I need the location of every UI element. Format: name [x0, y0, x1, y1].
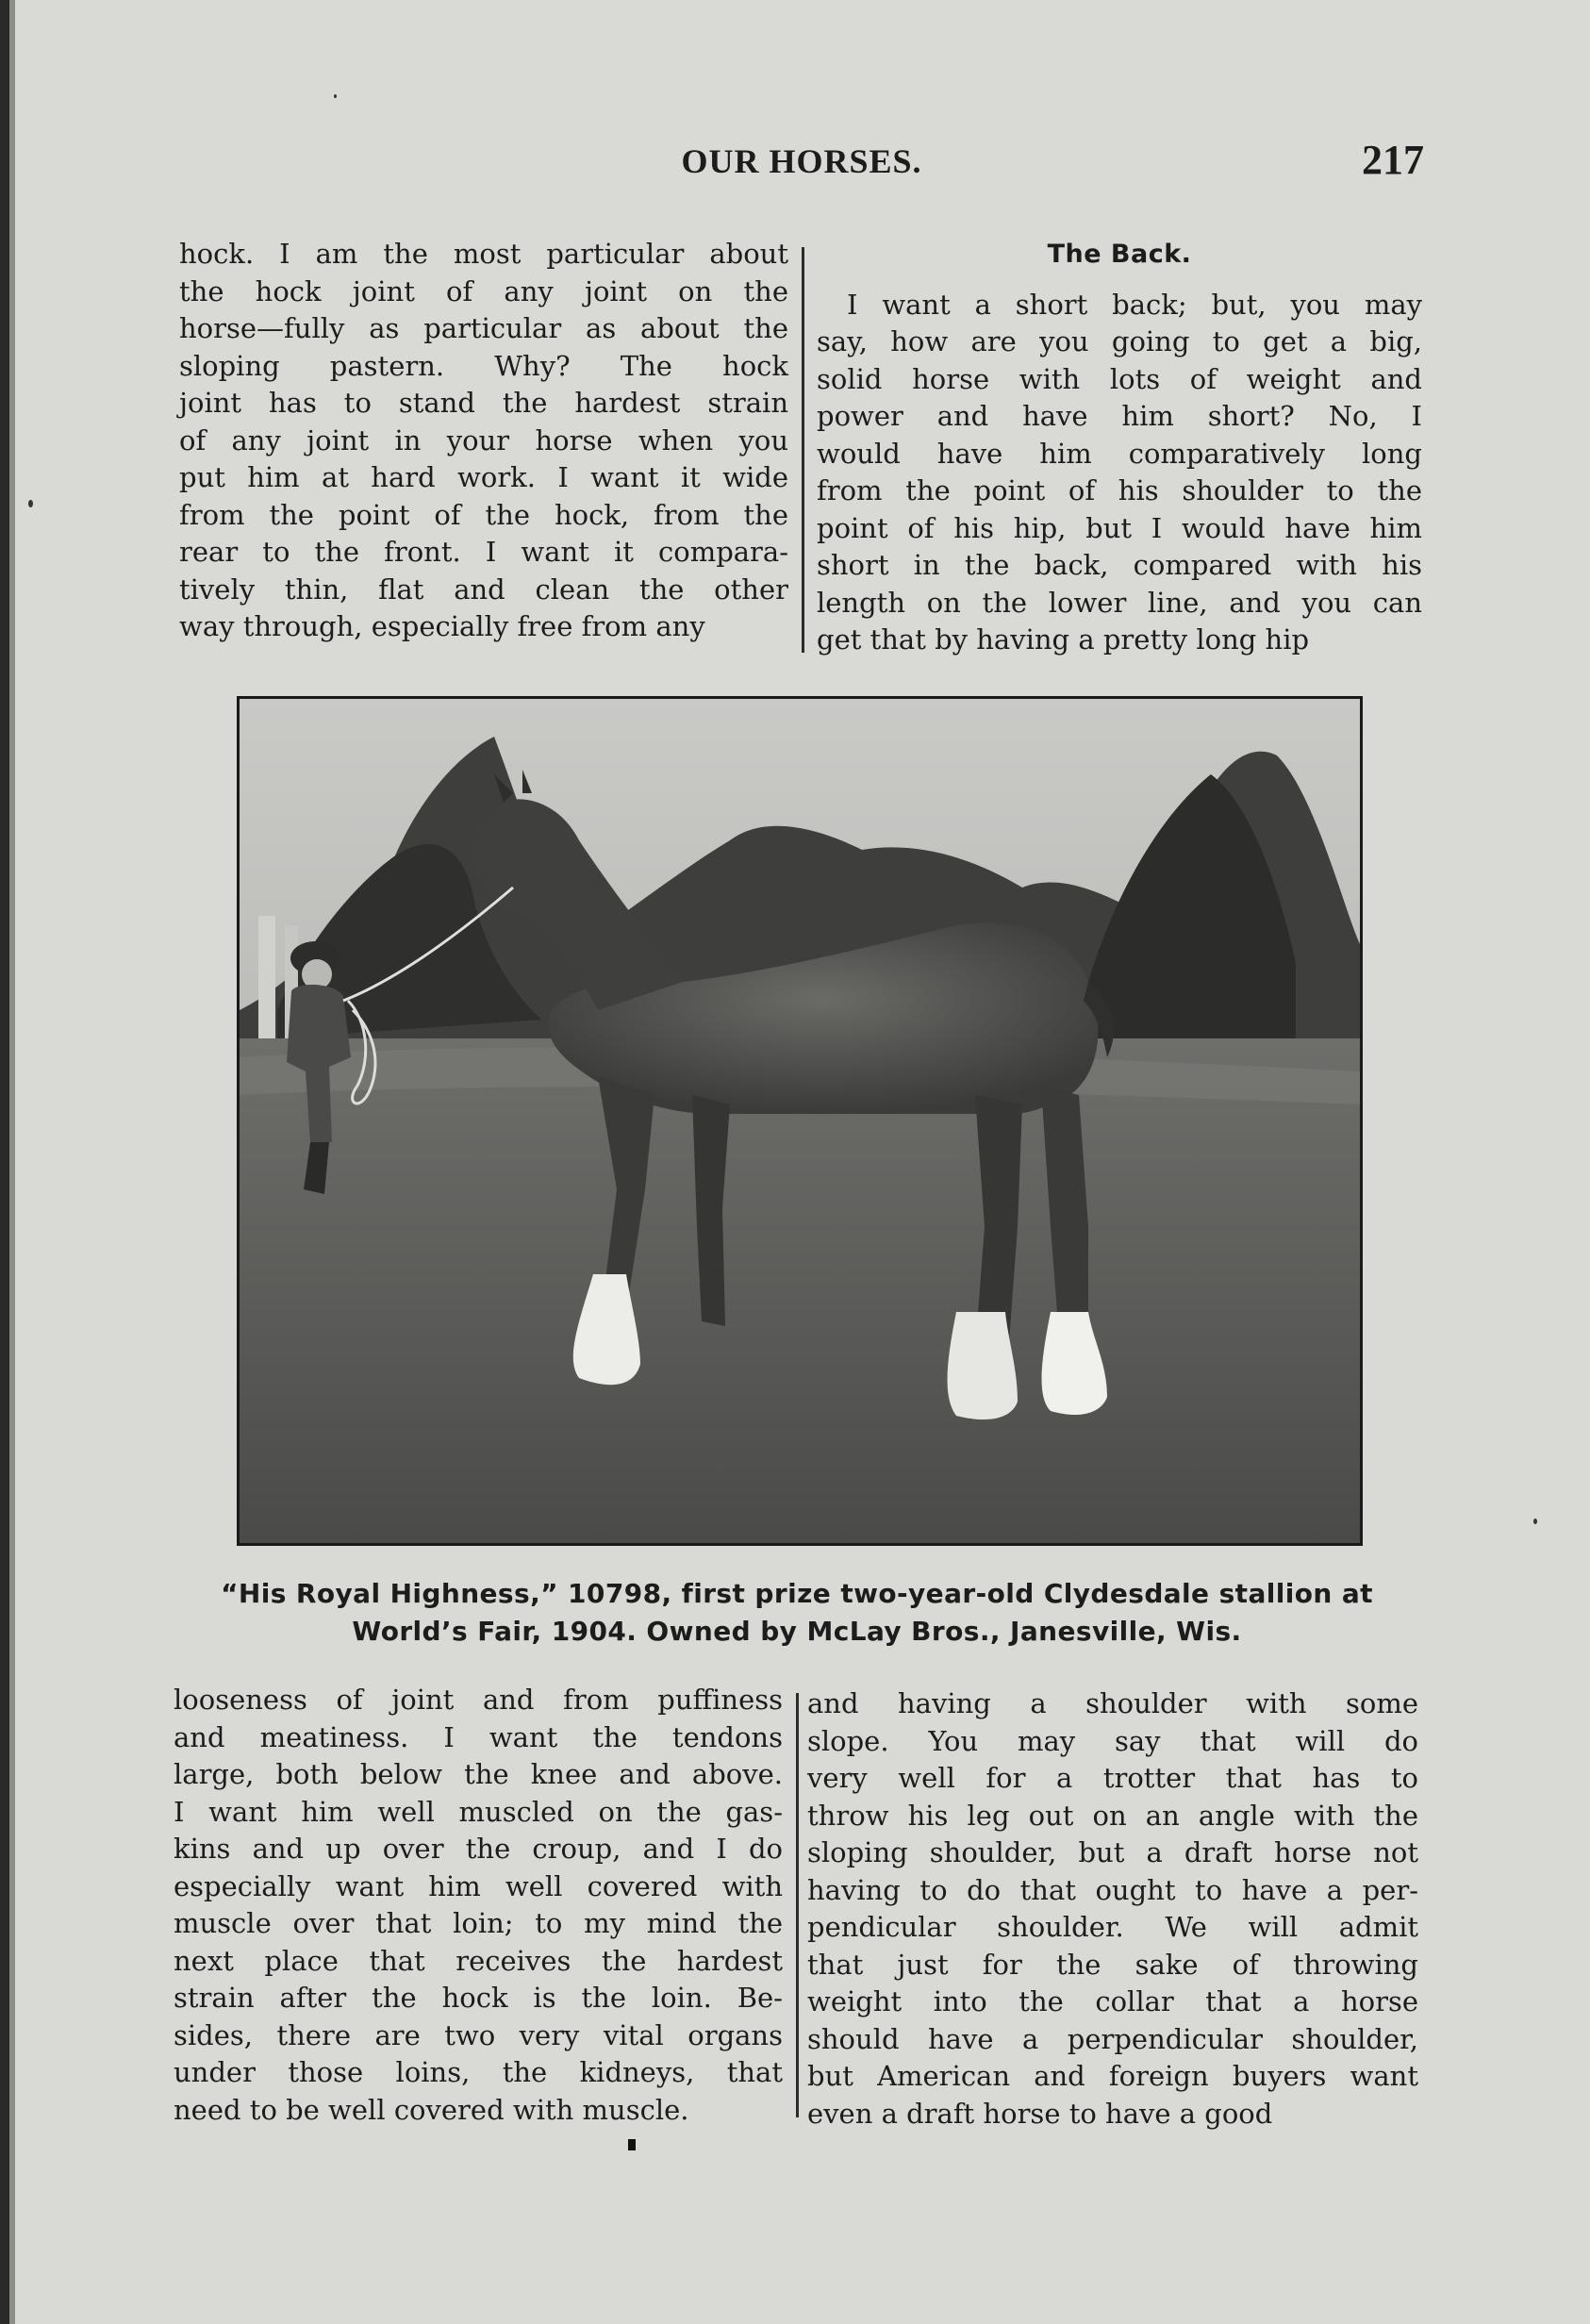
text-line: say, how are you going to get a big,	[817, 325, 1422, 357]
text-line: would have him comparatively long	[817, 437, 1422, 470]
caption-line: “His Royal Highness,” 10798, first prize two-year-old Clydesdale stallion at	[221, 1578, 1373, 1609]
scan-edge-inner	[9, 0, 15, 2324]
text-line: muscle over that loin; to my mind the	[174, 1907, 783, 1939]
running-head	[179, 137, 1424, 198]
column-rule	[796, 1693, 799, 2117]
text-line: and meatiness. I want the tendons	[174, 1720, 783, 1753]
text-line: next place that receives the hardest	[174, 1944, 783, 1977]
page-number: 217	[1362, 137, 1424, 183]
text-line: looseness of joint and from puffiness	[174, 1684, 783, 1716]
text-line: I want him well muscled on the gas-	[174, 1795, 783, 1828]
text-line: from the point of the hock, from the	[179, 498, 788, 531]
text-line: sloping shoulder, but a draft horse not	[807, 1836, 1418, 1868]
text-line: kins and up over the croup, and I do	[174, 1833, 783, 1865]
text-line: that just for the sake of throwing	[807, 1948, 1418, 1981]
text-line: length on the lower line, and you can	[817, 586, 1422, 619]
text-line: tively thin, flat and clean the other	[179, 573, 788, 606]
text-line: from the point of his shoulder to the	[817, 474, 1422, 506]
top-left-column	[179, 236, 788, 646]
horse-photograph	[237, 696, 1363, 1546]
bottom-right-column	[807, 1685, 1418, 2133]
text-line: horse—fully as particular as about the	[179, 312, 788, 344]
text-line: short in the back, compared with his	[817, 549, 1422, 581]
caption-line: World’s Fair, 1904. Owned by McLay Bros., Janesville, Wis.	[352, 1616, 1242, 1647]
text-line: under those loins, the kidneys, that	[174, 2056, 783, 2088]
text-line: pendicular shoulder. We will admit	[807, 1911, 1418, 1943]
text-line: of any joint in your horse when you	[179, 423, 788, 456]
bottom-left-column	[174, 1682, 783, 2129]
scan-edge	[0, 0, 9, 2324]
text-line: very well for a trotter that has to	[807, 1762, 1418, 1794]
text-line: and having a shoulder with some	[807, 1687, 1418, 1719]
text-line: the hock joint of any joint on the	[179, 274, 788, 307]
column-rule	[802, 247, 804, 653]
text-line: sides, there are two very vital organs	[174, 2018, 783, 2051]
text-line: sloping pastern. Why? The hock	[179, 349, 788, 382]
text-line: having to do that ought to have a per-	[807, 1873, 1418, 1906]
horse-photo-illustration	[240, 699, 1360, 1543]
text-line: get that by having a pretty long hip	[817, 623, 1310, 656]
text-line: hock. I am the most particular about	[179, 238, 788, 270]
section-heading: The Back.	[1047, 240, 1192, 269]
text-line: especially want him well covered with	[174, 1869, 783, 1902]
scan-speck	[1533, 1519, 1537, 1524]
running-title: OUR HORSES.	[681, 142, 922, 180]
text-line: even a draft horse to have a good	[807, 2097, 1273, 2130]
text-line: need to be well covered with muscle.	[174, 2093, 689, 2126]
text-line: joint has to stand the hardest strain	[179, 387, 788, 419]
photo-caption	[170, 1575, 1424, 1651]
text-line: weight into the collar that a horse	[807, 1985, 1418, 2017]
text-line: put him at hard work. I want it wide	[179, 461, 788, 493]
print-mark	[628, 2139, 636, 2150]
text-line: slope. You may say that will do	[807, 1724, 1418, 1757]
text-line: throw his leg out on an angle with the	[807, 1799, 1418, 1832]
text-line: point of his hip, but I would have him	[817, 511, 1422, 544]
scan-speck	[334, 94, 337, 98]
text-line: large, both below the knee and above.	[174, 1758, 783, 1790]
text-line: strain after the hock is the loin. Be-	[174, 1982, 783, 2014]
text-line: but American and foreign buyers want	[807, 2060, 1418, 2092]
text-line: rear to the front. I want it compara-	[179, 536, 788, 568]
text-line: I want a short back; but, you may	[847, 288, 1422, 321]
text-line: solid horse with lots of weight and	[817, 362, 1422, 395]
text-line: power and have him short? No, I	[817, 400, 1422, 432]
text-line: should have a perpendicular shoulder,	[807, 2022, 1418, 2055]
text-line: way through, especially free from any	[179, 610, 705, 642]
scan-speck	[28, 500, 33, 507]
top-right-column	[817, 236, 1422, 659]
